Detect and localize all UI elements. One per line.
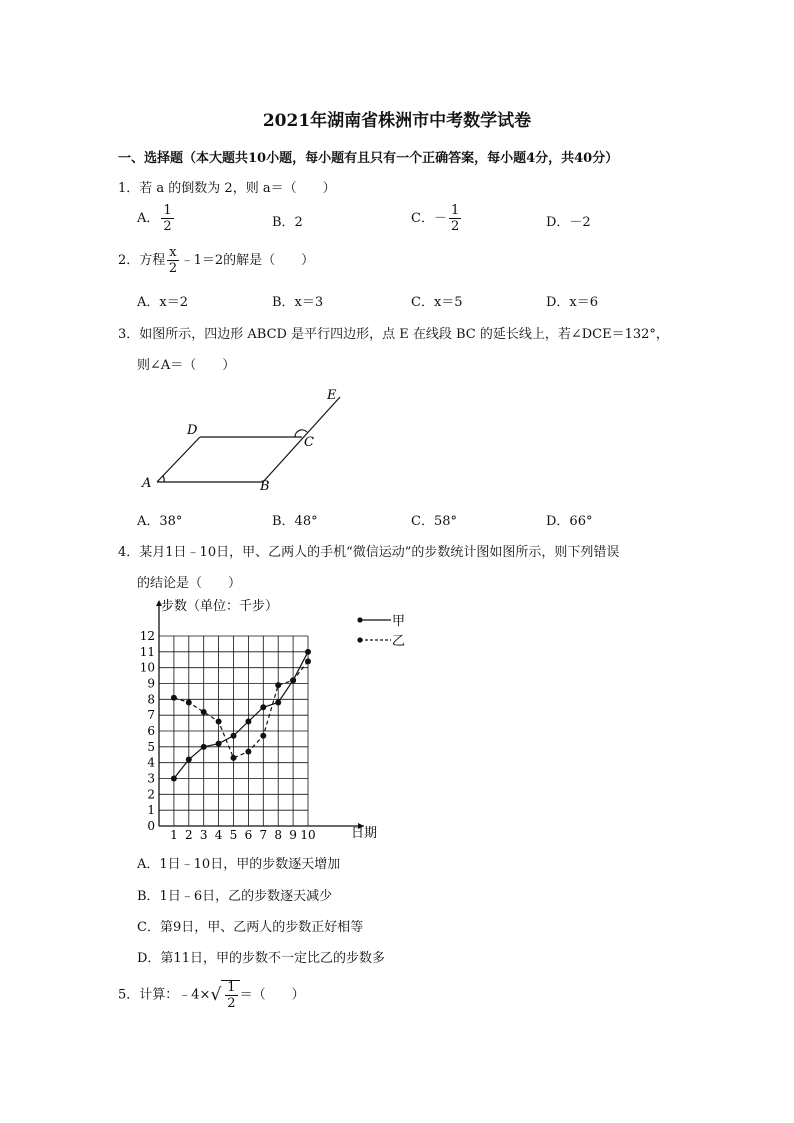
page-title: 2021年湖南省株洲市中考数学试卷 xyxy=(262,111,532,131)
q4-option-b: B．1日﹣6日，乙的步数逐天减少 xyxy=(137,889,333,904)
chart-grid xyxy=(156,600,364,829)
step-count-chart xyxy=(135,594,425,849)
fraction: $\frac{x}{2}$ xyxy=(168,245,178,276)
q2-option-a: A．x＝2 xyxy=(137,295,188,310)
side-ad xyxy=(157,437,200,482)
y-tick-label: 10 xyxy=(139,660,155,675)
data-point-yi xyxy=(260,733,266,739)
data-point-jia xyxy=(260,704,266,710)
y-tick-label: 4 xyxy=(147,755,155,770)
fraction: $\frac{1}{2}$ xyxy=(163,203,172,234)
legend-marker-jia xyxy=(357,617,362,622)
q4-option-d: D．第11日，甲的步数不一定比乙的步数多 xyxy=(137,951,385,966)
data-point-yi xyxy=(305,658,311,664)
label-c: C xyxy=(304,435,314,450)
series-line-yi xyxy=(174,661,308,758)
data-point-yi xyxy=(186,700,192,706)
data-point-jia xyxy=(171,776,177,782)
q1-option-b: B．2 xyxy=(272,215,303,230)
x-tick-labels xyxy=(170,828,316,842)
data-point-jia xyxy=(275,700,281,706)
q2-option-c: C．x＝5 xyxy=(411,295,463,310)
question-1-stem: 1．若 a 的倒数为 2，则 a＝（ ） xyxy=(118,181,336,196)
y-tick-label: 9 xyxy=(147,676,155,691)
data-point-jia xyxy=(186,757,192,763)
y-tick-label: 12 xyxy=(139,629,155,643)
question-4-line1: 4．某月1日﹣10日，甲、乙两人的手机“微信运动”的步数统计图如图所示，则下列错误 xyxy=(118,545,620,560)
data-point-jia xyxy=(201,744,207,750)
line-be xyxy=(263,397,340,482)
sqrt-symbol: √ xyxy=(210,985,222,1005)
data-point-jia xyxy=(305,649,311,655)
data-point-yi xyxy=(290,677,296,683)
y-tick-label: 11 xyxy=(139,644,155,659)
question-4-line2: 的结论是（ ） xyxy=(137,576,242,591)
question-3-line2: 则∠A＝（ ） xyxy=(137,358,236,373)
question-2-stem: 2．方程 $\frac{x}{2}$ ﹣1＝2的解是（ ） xyxy=(118,245,315,276)
x-tick-label: 4 xyxy=(214,828,223,842)
x-tick-label: 3 xyxy=(199,828,208,842)
y-tick-label: 7 xyxy=(147,708,155,723)
y-axis-label: 步数（单位：千步） xyxy=(161,599,279,614)
parallelogram-figure xyxy=(130,380,360,495)
data-point-yi xyxy=(201,709,207,715)
x-tick-label: 2 xyxy=(184,828,193,842)
chart-legend xyxy=(357,614,405,649)
q1-option-a: A． $\frac{1}{2}$ xyxy=(137,203,172,234)
legend-marker-yi xyxy=(357,637,362,642)
q4-option-c: C．第9日，甲、乙两人的步数正好相等 xyxy=(137,920,364,935)
section-header: 一、选择题（本大题共10小题，每小题有且只有一个正确答案，每小题4分，共40分） xyxy=(118,151,619,166)
y-tick-label: 3 xyxy=(147,771,155,786)
data-point-yi xyxy=(275,682,281,688)
q2-option-d: D．x＝6 xyxy=(546,295,599,310)
data-point-yi xyxy=(171,695,177,701)
data-point-yi xyxy=(245,749,251,755)
legend-label-jia: 甲 xyxy=(392,614,406,629)
x-tick-label: 7 xyxy=(259,828,268,842)
y-tick-label: 6 xyxy=(147,724,155,738)
x-tick-label: 5 xyxy=(229,828,238,842)
y-tick-label: 1 xyxy=(147,803,155,818)
fraction: $\frac{1}{2}$ xyxy=(450,203,460,234)
x-tick-label: 6 xyxy=(244,828,253,842)
x-tick-label: 10 xyxy=(300,828,316,842)
q4-option-a: A．1日﹣10日，甲的步数逐天增加 xyxy=(137,857,341,872)
label-b: B xyxy=(260,479,270,494)
data-point-jia xyxy=(245,719,251,725)
x-tick-label: 1 xyxy=(170,828,178,842)
q1-option-d: D．－2 xyxy=(546,215,591,230)
x-tick-label: 9 xyxy=(289,828,297,842)
question-5-stem: 5．计算：﹣4×√ $\frac{1}{2}$ ＝（ ） xyxy=(118,980,305,1011)
label-e: E xyxy=(327,388,337,403)
label-a: A xyxy=(142,476,152,491)
q3-option-d: D．66° xyxy=(546,514,593,529)
sqrt-radicand xyxy=(221,980,239,1010)
q3-option-a: A．38° xyxy=(137,514,183,529)
fraction: $\frac{1}{2}$ xyxy=(227,980,236,1011)
y-tick-label: 8 xyxy=(147,692,155,707)
angle-a-arc xyxy=(163,476,164,482)
data-point-jia xyxy=(216,741,222,747)
q2-option-b: B．x＝3 xyxy=(272,295,324,310)
question-3-line1: 3．如图所示，四边形 ABCD 是平行四边形，点 E 在线段 BC 的延长线上，若∠DCE＝132°， xyxy=(118,327,669,342)
data-point-yi xyxy=(216,719,222,725)
label-d: D xyxy=(187,423,198,438)
q1-option-c: C．－ $\frac{1}{2}$ xyxy=(411,203,460,234)
data-point-jia xyxy=(231,733,237,739)
legend-label-yi: 乙 xyxy=(392,634,406,649)
data-point-yi xyxy=(231,755,237,761)
q3-option-b: B．48° xyxy=(272,514,318,529)
y-tick-labels xyxy=(140,629,156,833)
y-tick-label: 2 xyxy=(147,787,155,802)
x-axis-label: 日期 xyxy=(351,826,378,841)
x-tick-label: 8 xyxy=(274,828,283,842)
q3-option-c: C．58° xyxy=(411,514,457,529)
y-tick-label: 5 xyxy=(147,739,155,754)
y-tick-label: 0 xyxy=(147,819,155,833)
